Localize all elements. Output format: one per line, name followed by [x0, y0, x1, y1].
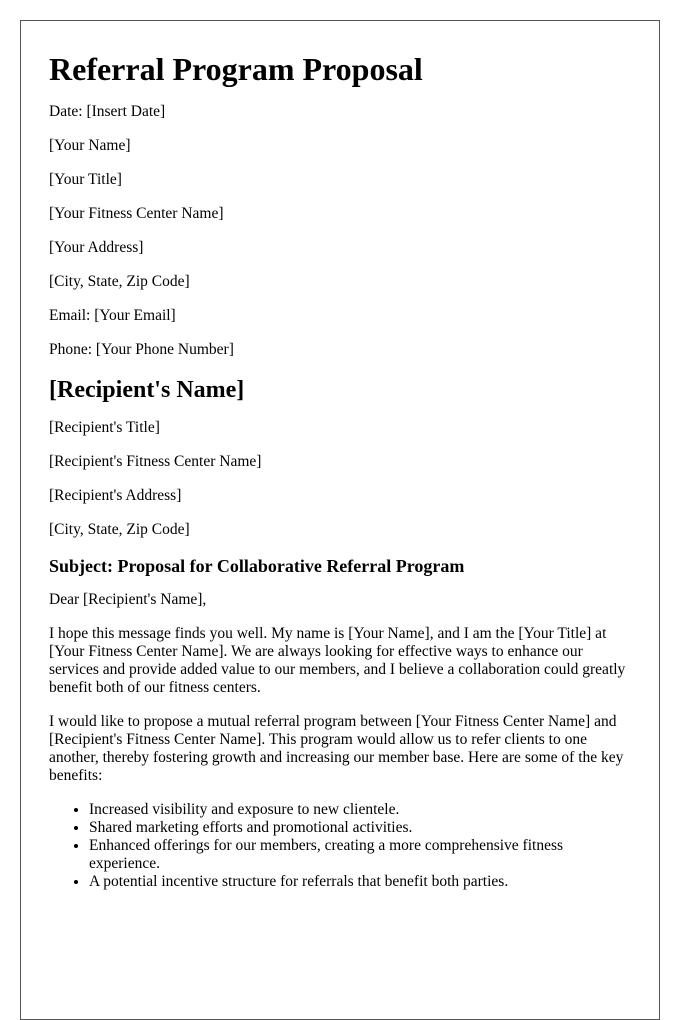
recipient-name-heading: [Recipient's Name] — [49, 377, 245, 403]
sender-phone: Phone: [Your Phone Number] — [49, 341, 234, 358]
recipient-address: [Recipient's Address] — [49, 487, 182, 504]
list-item: • Enhanced offerings for our members, creating a more comprehensive fitness experience. — [89, 837, 631, 873]
recipient-city: [City, State, Zip Code] — [49, 521, 190, 538]
recipient-title: [Recipient's Title] — [49, 419, 160, 436]
list-item: • Increased visibility and exposure to new clientele. — [89, 801, 631, 819]
salutation: Dear [Recipient's Name], — [49, 591, 207, 608]
list-item: • Shared marketing efforts and promotional activities. — [89, 819, 631, 837]
sender-center: [Your Fitness Center Name] — [49, 205, 224, 222]
sender-date: Date: [Insert Date] — [49, 103, 166, 120]
list-item: • A potential incentive structure for referrals that benefit both parties. — [89, 873, 631, 891]
proposal-paragraph: I would like to propose a mutual referral program between [Your Fitness Center Name] and [Recipient's Fitness Center Name]. This program would allow us to refer clients to one another, thereby fostering growth and increasing our member base. Here are some of the key benefits: — [49, 713, 624, 784]
sender-email: Email: [Your Email] — [49, 307, 176, 324]
subject-heading: Subject: Proposal for Collaborative Referral Program — [49, 556, 465, 576]
sender-title: [Your Title] — [49, 171, 122, 188]
intro-paragraph: I hope this message finds you well. My name is [Your Name], and I am the [Your Title] at [Your Fitness Center Name]. We are always looking for effective ways to enhance our services and provide added value to our members, and I believe a collaboration could greatly benefit both of our fitness centers. — [49, 625, 626, 696]
sender-city: [City, State, Zip Code] — [49, 273, 190, 290]
sender-address: [Your Address] — [49, 239, 144, 256]
sender-name: [Your Name] — [49, 137, 131, 154]
page-title: Referral Program Proposal — [49, 51, 423, 87]
recipient-center: [Recipient's Fitness Center Name] — [49, 453, 262, 470]
benefits-list — [49, 801, 631, 891]
letter-page — [20, 20, 660, 1020]
